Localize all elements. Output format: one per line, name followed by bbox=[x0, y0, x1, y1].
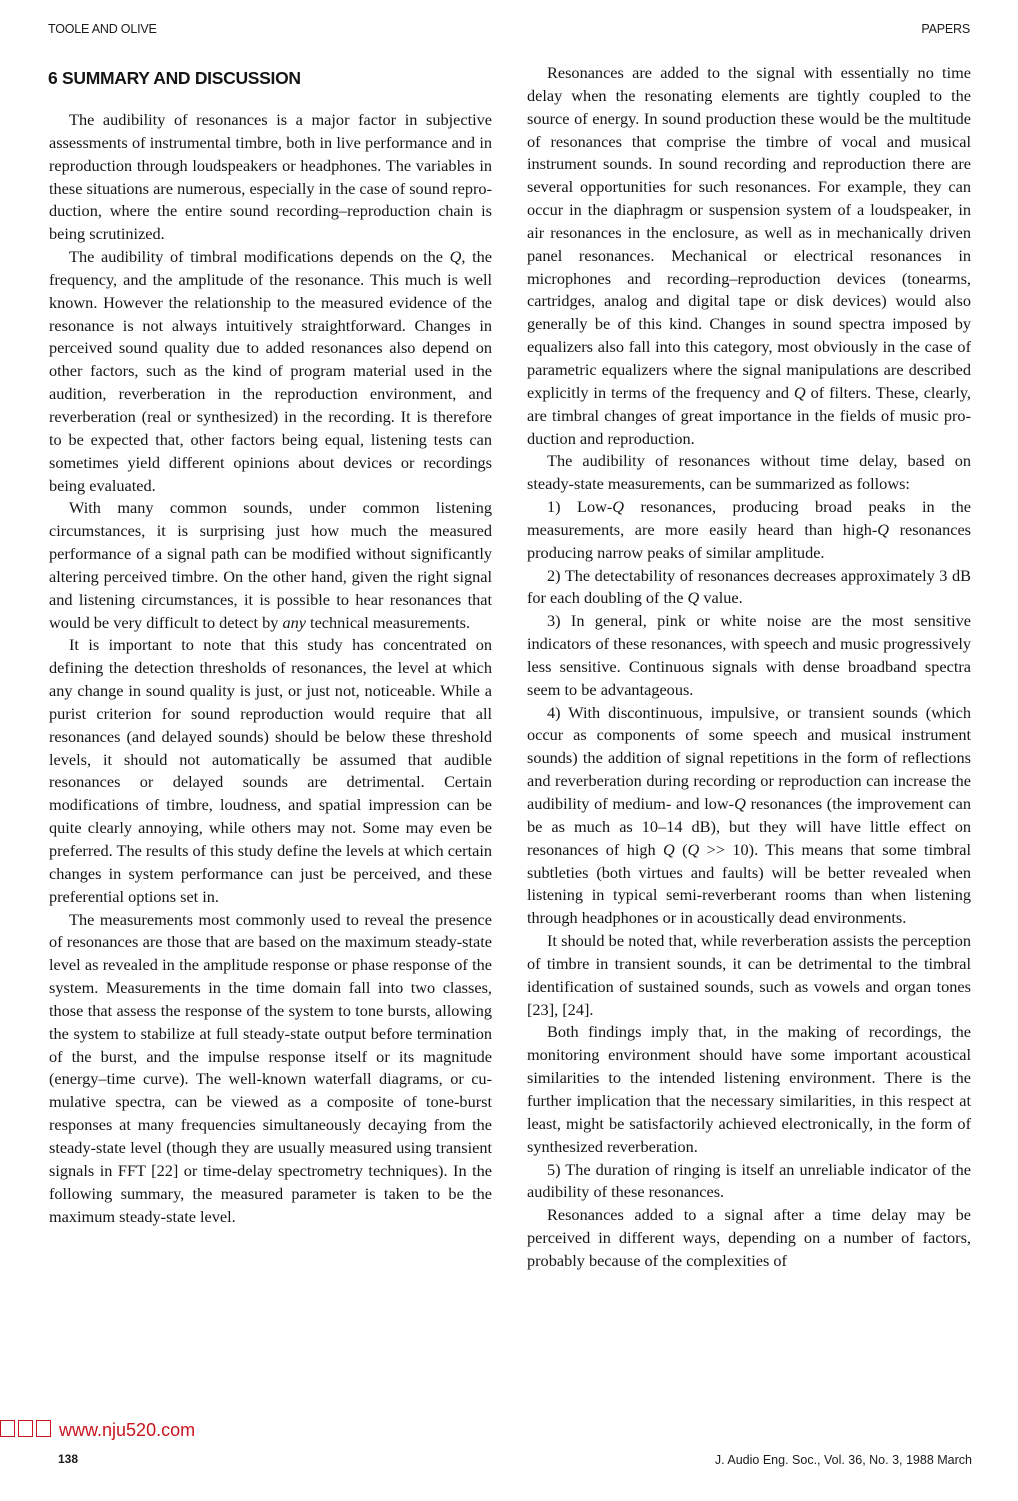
list-item: 1) Low-Q resonances, producing broad peaks in the measurements, are more easily heard than high-Q resonances producing narrow peaks of similar amplitude. bbox=[527, 497, 972, 562]
paragraph: Resonances added to a signal after a time delay may be perceived in different ways, depending on a number of factors, probably because of the complexities of bbox=[527, 1205, 971, 1270]
italic-term: Q bbox=[877, 519, 890, 539]
italic-term: Q bbox=[793, 382, 806, 402]
italic-term: Q bbox=[612, 497, 625, 517]
paragraph: The audibility of resonances is a major factor in subjective assessments of instrumental timbre, both in live performance and in reproduction through loudspeakers or headphones. The variables in these situations are numerous, especially in the case of sound reproduction, where the entire sound recording–reproduction chain is being scrutinized. bbox=[49, 110, 492, 244]
list-item: 3) In general, pink or white noise are the most sensitive indicators of these resonances, with speech and music progressively less sensitive. Continuous signals with dense broadband spectra seem to be advantageous. bbox=[527, 611, 971, 699]
running-head-left: TOOLE AND OLIVE bbox=[48, 22, 157, 36]
italic-term: Q bbox=[687, 839, 700, 859]
watermark[interactable] bbox=[0, 1419, 195, 1442]
page-number: 138 bbox=[58, 1452, 79, 1466]
paragraph: The measurements most commonly used to reveal the presence of resonances are those that are based on the maximum steady-state level as revealed in the amplitude response or phase response of the system. Measurements in the time domain fall into two classes, those that assess the response of the system to tone bursts, allowing the system to stabilize at full steady-state output before termination of the burst, and the impulse response itself or its magnitude (energy–time curve). The well-known waterfall diagrams, or cumulative spectra, can be viewed as a composite of tone-burst responses at many frequencies simultaneously decaying from the steady-state level (though they are usually measured using transient signals in FFT [22] or time-delay spectrometry techniques). In the following summary, the measured parameter is taken to be the maximum steady-state level. bbox=[49, 909, 492, 1226]
list-item: 5) The duration of ringing is itself an unreliable indicator of the audibility of these resonances. bbox=[527, 1159, 971, 1202]
journal-citation: J. Audio Eng. Soc., Vol. 36, No. 3, 1988 March bbox=[714, 1453, 972, 1467]
paragraph: The audibility of timbral modifications depends on the Q, the frequency, and the amplitude of the resonance. This much is well known. However the relationship to the measured evidence of the resonance is not always intuitively straightforward. Changes in perceived sound quality due to added resonances also depend on other factors, such as the kind of program material used in the audition, reverberation in the reproduction environment, and reverberation (real or synthesized) in the recording. It is therefore to be expected that, other factors being equal, listening tests can sometimes yield different opinions about devices or recordings being evaluated. bbox=[49, 247, 493, 495]
italic-term: Q bbox=[663, 839, 675, 859]
paragraph: Resonances are added to the signal with essentially no time delay when the resonating elements are tightly coupled to the source of energy. In sound production these would be the multitude of resonances that comprise the timbre of vocal and musical instrument sounds. In sound recording and reproduction there are several opportunities for such resonances. For example, they can occur in the diaphragm or suspension system of a loudspeaker, in air resonances in the enclosure, as well as in mechanically driven panel resonances. Mechanical or electrical resonances in microphones and recording–reproduction devices (tonearms, cartridges, analog and digital tape or disk devices) would also generally be of this kind. Changes in sound spectra imposed by equalizers also fall into this category, most obviously in the case of parametric equalizers where the signal manipulations are described explicitly in terms of the frequency and Q of filters. These, clearly, are timbral changes of great importance in the fields of music production and reproduction. bbox=[527, 63, 971, 448]
right-column bbox=[527, 62, 971, 1273]
running-head-right: PAPERS bbox=[921, 22, 970, 36]
paragraph: It is important to note that this study has concentrated on defining the detection thresholds of resonances, the level at which any change in sound quality is just, or just not, noticeable. While a purist criterion for sound reproduction would require that all resonances (and delayed sounds) should be below these threshold levels, it should not automatically be assumed that audible resonances or delayed sounds are detrimental. Certain modifications of timbre, loudness, and spatial impression can be quite clearly annoying, while others may not. Some may even be preferred. The results of this study define the levels at which certain changes in system performance can just be perceived, and these preferential options set in. bbox=[49, 635, 492, 906]
paragraph: Both findings imply that, in the making of recordings, the monitoring environment should have some important acoustical similarities to the intended listening environment. There is the further implication that the necessary similarities, in this respect at least, might be satisfactorily achieved electronically, in the form of synthesized reverberation. bbox=[527, 1022, 971, 1156]
list-item: 4) With discontinuous, impulsive, or transient sounds (which occur as components of some speech and musical instrument sounds) the addition of signal repetitions in the form of reflections and reverberation during recording or reproduction can increase the audibility of medium- and low-Q resonances (the improvement can be as much as 10–14 dB), but they will have little effect on resonances of high Q (Q >> 10). This means that some timbral subtleties (both virtues and faults) will be better revealed when listening in typical semi-reverberant rooms than when listening through headphones or in acoustically dead environments. bbox=[527, 702, 971, 928]
paragraph: The audibility of resonances without time delay, based on steady-state measurements, can be summarized as follows: bbox=[527, 451, 971, 494]
italic-term: Q bbox=[687, 588, 700, 608]
paragraph: With many common sounds, under common listening circumstances, it is surprising just how much the measured performance of a signal path can be modified without significantly altering perceived timbre. On the other hand, given the right signal and listening circumstances, it is possible to hear resonances that would be very difficult to detect by any technical measurements. bbox=[49, 498, 492, 632]
section-title: 6 SUMMARY AND DISCUSSION bbox=[48, 68, 301, 88]
italic-term: Q bbox=[449, 247, 462, 267]
left-column bbox=[49, 109, 492, 1228]
italic-term: any bbox=[282, 612, 306, 632]
watermark-link[interactable]: www.nju520.com bbox=[59, 1420, 196, 1440]
list-item: 2) The detectability of resonances decreases approximately 3 dB for each doubling of the Q value. bbox=[527, 565, 971, 608]
missing-glyph-icon bbox=[0, 1420, 54, 1442]
paragraph: It should be noted that, while reverberation assists the perception of timbre in transient sounds, it can be detrimental to the timbral identification of sustained sounds, such as vowels and organ tones [23], [24]. bbox=[527, 931, 971, 1019]
italic-term: Q bbox=[734, 794, 746, 813]
